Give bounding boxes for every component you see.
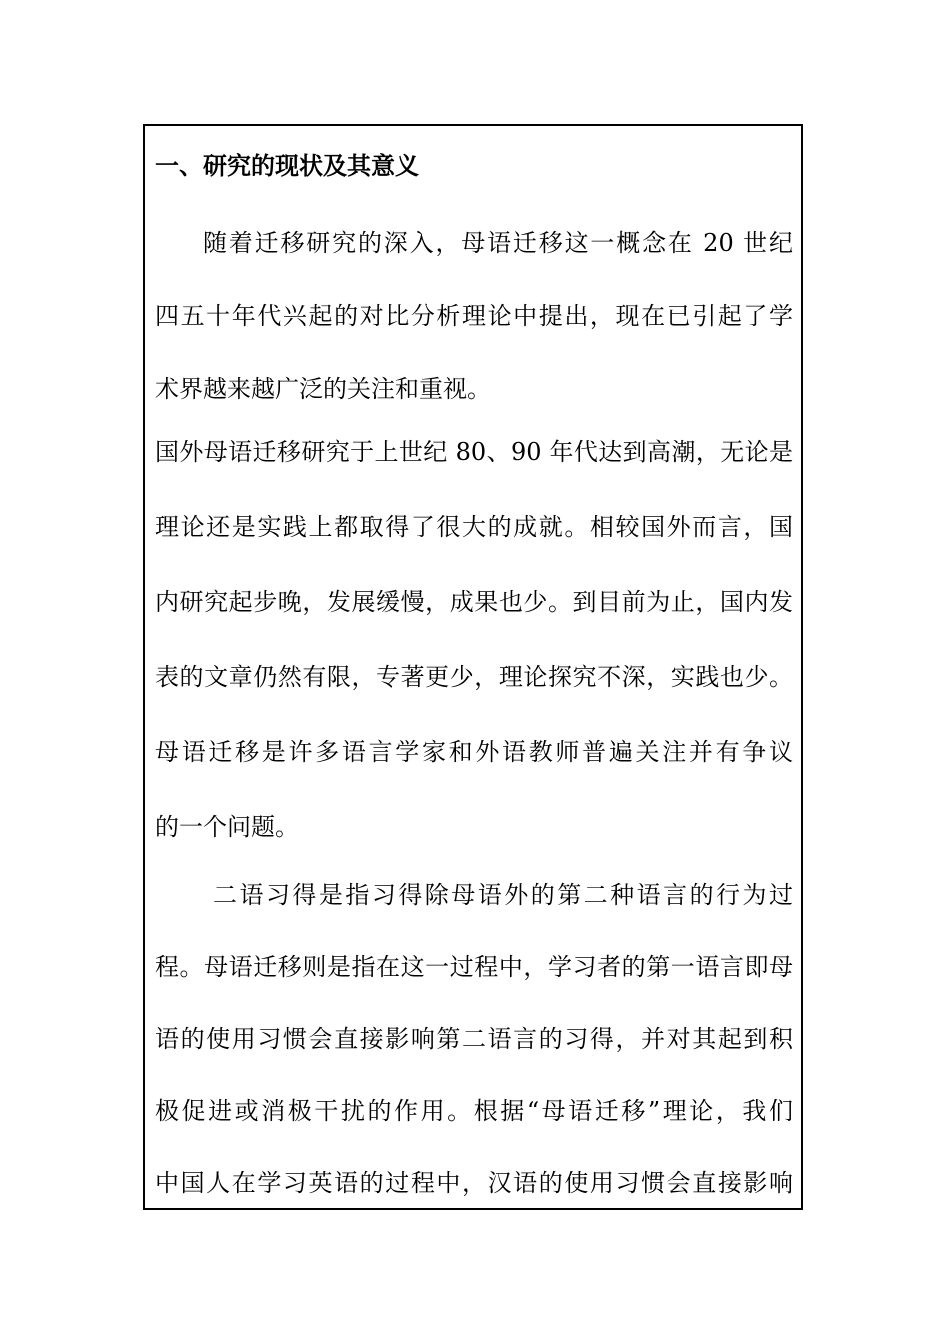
section-heading: 一、研究的现状及其意义 (155, 151, 419, 180)
paragraph-line: 理论还是实践上都取得了很大的成就。相较国外而言，国 (155, 513, 793, 541)
document-frame (143, 124, 803, 1210)
paragraph-line: 的一个问题。 (155, 813, 299, 841)
paragraph-line: 中国人在学习英语的过程中，汉语的使用习惯会直接影响 (155, 1169, 793, 1197)
paragraph-line: 内研究起步晚，发展缓慢，成果也少。到目前为止，国内发 (155, 588, 793, 616)
paragraph-line: 母语迁移是许多语言学家和外语教师普遍关注并有争议 (155, 738, 793, 766)
paragraph-line: 随着迁移研究的深入，母语迁移这一概念在 20 世纪 (203, 229, 793, 257)
paragraph-line: 国外母语迁移研究于上世纪 80、90 年代达到高潮，无论是 (155, 438, 793, 466)
paragraph-line: 语的使用习惯会直接影响第二语言的习得，并对其起到积 (155, 1025, 793, 1053)
paragraph-line: 四五十年代兴起的对比分析理论中提出，现在已引起了学 (155, 302, 793, 330)
paragraph-line: 程。母语迁移则是指在这一过程中，学习者的第一语言即母 (155, 953, 793, 981)
paragraph-line: 术界越来越广泛的关注和重视。 (155, 375, 491, 403)
paragraph-line: 极促进或消极干扰的作用。根据“母语迁移”理论，我们 (155, 1097, 793, 1125)
paragraph-line: 二语习得是指习得除母语外的第二种语言的行为过 (213, 881, 793, 909)
paragraph-line: 表的文章仍然有限，专著更少，理论探究不深，实践也少。 (155, 663, 793, 691)
